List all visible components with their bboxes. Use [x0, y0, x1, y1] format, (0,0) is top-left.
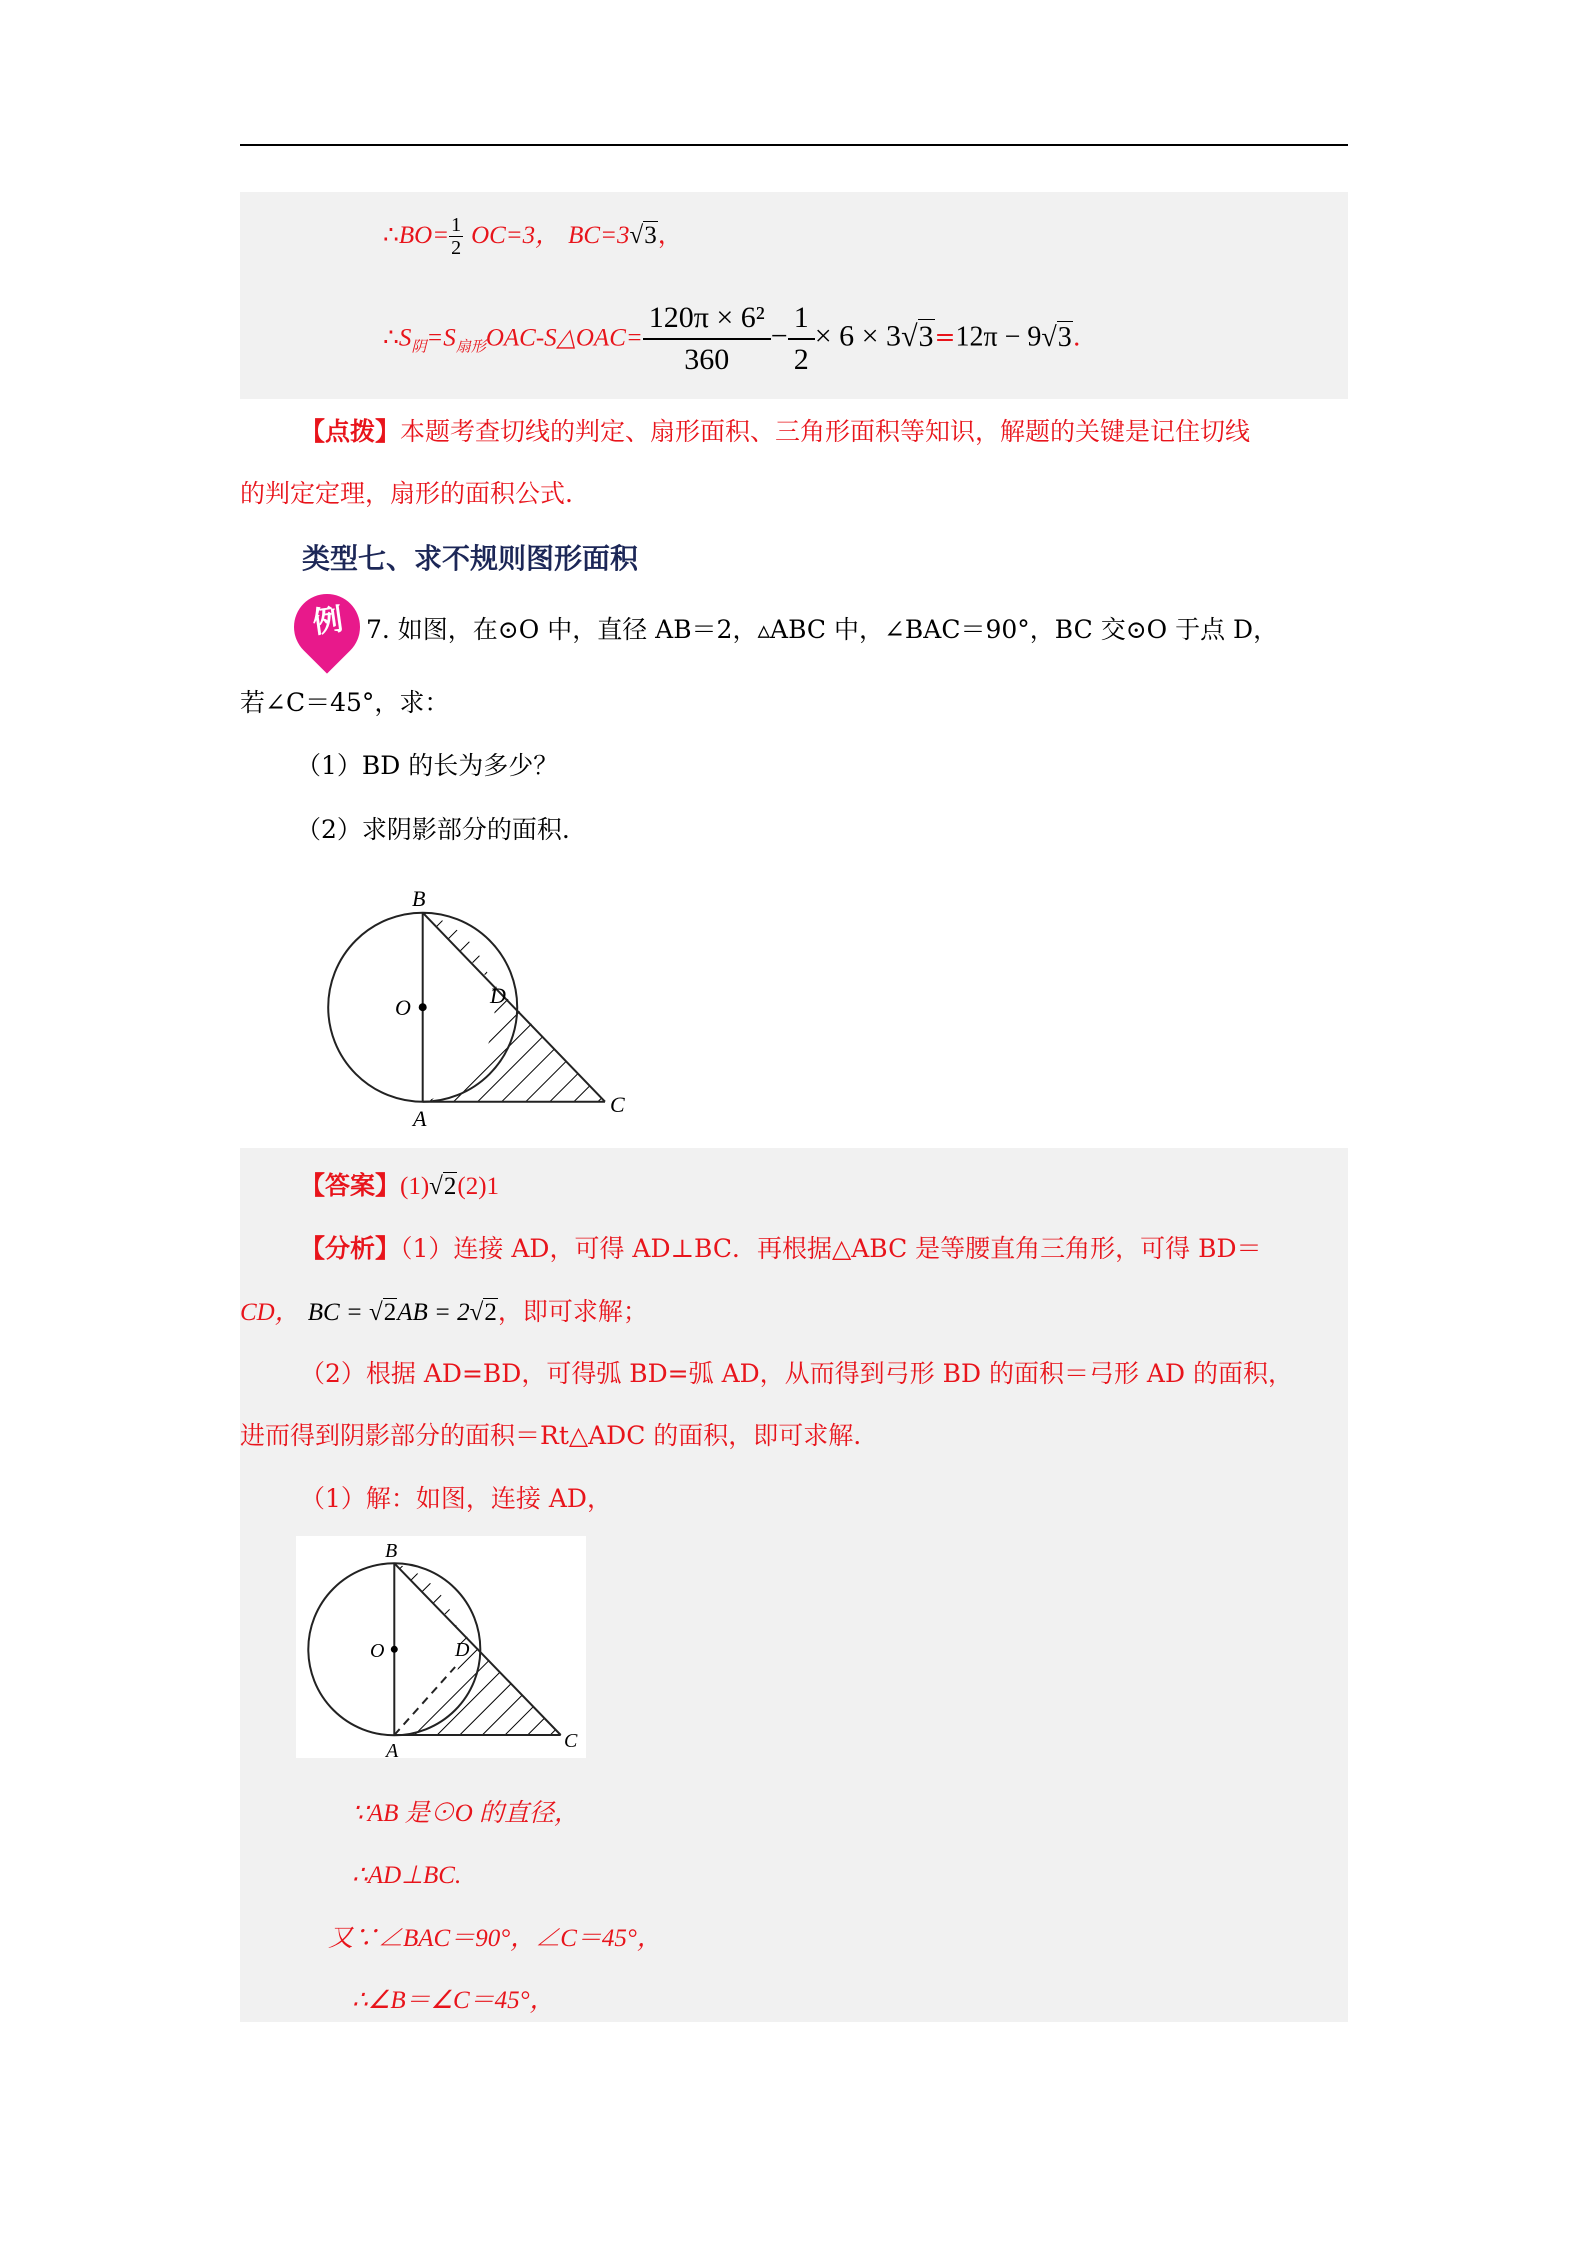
analysis-line-5: （1）解：如图，连接 AD， — [300, 1484, 612, 1513]
answer-label: 【答案】 — [300, 1171, 401, 1200]
label-o: O — [370, 1640, 385, 1662]
example-subquestion-1: （1）BD 的长为多少？ — [296, 751, 559, 780]
answer-line: 【答案】(1)√2(2)1 — [300, 1170, 499, 1203]
tip-label: 【点拨】 — [300, 417, 401, 446]
example-subquestion-2: （2）求阴影部分的面积. — [296, 815, 570, 844]
analysis-line-3: （2）根据 AD=BD，可得弧 BD=弧 AD，从而得到弓形 BD 的面积＝弓形 AD 的面积， — [300, 1359, 1293, 1388]
solution-line-bo: ∴BO= $\frac{1}{2}$ OC=3， BC=3√3， — [383, 214, 683, 259]
example-question-line-2: 若∠C＝45°，求： — [240, 688, 450, 717]
example-question-line-1: 7. 如图，在⊙O 中，直径 AB＝2，▵ABC 中，∠BAC＝90°，BC 交⊙O 于点 D， — [366, 615, 1279, 644]
label-a: A — [413, 1106, 427, 1131]
label-c: C — [564, 1730, 578, 1752]
sqrt-2-b: √2 — [369, 1299, 397, 1326]
fraction-one-half-b: $\frac{1}{2}$ — [788, 298, 815, 380]
example-badge-label: 例 — [310, 602, 346, 641]
sqrt-3-c: √3 — [1041, 321, 1072, 353]
proof-step-3: 又∵∠BAC＝90°，∠C＝45°， — [328, 1925, 662, 1952]
label-d: D — [490, 983, 506, 1008]
proof-step-2: ∴AD⊥BC. — [352, 1862, 462, 1889]
label-c: C — [610, 1092, 625, 1117]
analysis-label: 【分析】 — [300, 1234, 401, 1263]
solution-line-area: $\therefore S_阴=S_{扇形}OAC-S\triangle OAC=$ $\frac{\text{120π × 6²}}{360}$ − $\frac{1}{2}$ × 6 × 3√3=12π − 9√3. — [383, 298, 1081, 380]
tip-line-2: 的判定定理，扇形的面积公式. — [240, 479, 573, 508]
sqrt-3: √3 — [629, 222, 657, 249]
analysis-line-1: 【分析】（1）连接 AD，可得 AD⊥BC．再根据△ABC 是等腰直角三角形，可得 BD＝ — [300, 1234, 1262, 1263]
tip-line-1: 【点拨】本题考查切线的判定、扇形面积、三角形面积等知识，解题的关键是记住切线 — [300, 417, 1251, 446]
label-b: B — [412, 886, 426, 911]
label-d: D — [455, 1639, 470, 1661]
fraction-one-half: $\frac{1}{2}$ — [451, 214, 462, 259]
section-heading: 类型七、求不规则图形面积 — [302, 542, 639, 575]
fraction-sector-area: $\frac{\text{120π × 6²}}{360}$ — [643, 298, 771, 380]
sqrt-2-c: √2 — [469, 1299, 497, 1326]
label-a: A — [386, 1740, 399, 1758]
analysis-line-2: CD， BC = √2AB = 2√2，即可求解； — [240, 1296, 648, 1329]
proof-step-4: ∴∠B＝∠C＝45°， — [352, 1987, 555, 2014]
sqrt-3-b: √3 — [901, 319, 934, 353]
label-b: B — [385, 1540, 398, 1562]
label-o: O — [395, 995, 411, 1020]
sqrt-2: √2 — [429, 1173, 457, 1200]
analysis-line-4: 进而得到阴影部分的面积＝Rt△ADC 的面积，即可求解. — [240, 1421, 862, 1450]
header-rule — [240, 144, 1348, 146]
proof-step-1: ∵AB 是⊙O 的直径， — [352, 1800, 580, 1827]
geometry-figure-2 — [296, 1536, 586, 1758]
geometry-figure-1 — [300, 870, 660, 1150]
